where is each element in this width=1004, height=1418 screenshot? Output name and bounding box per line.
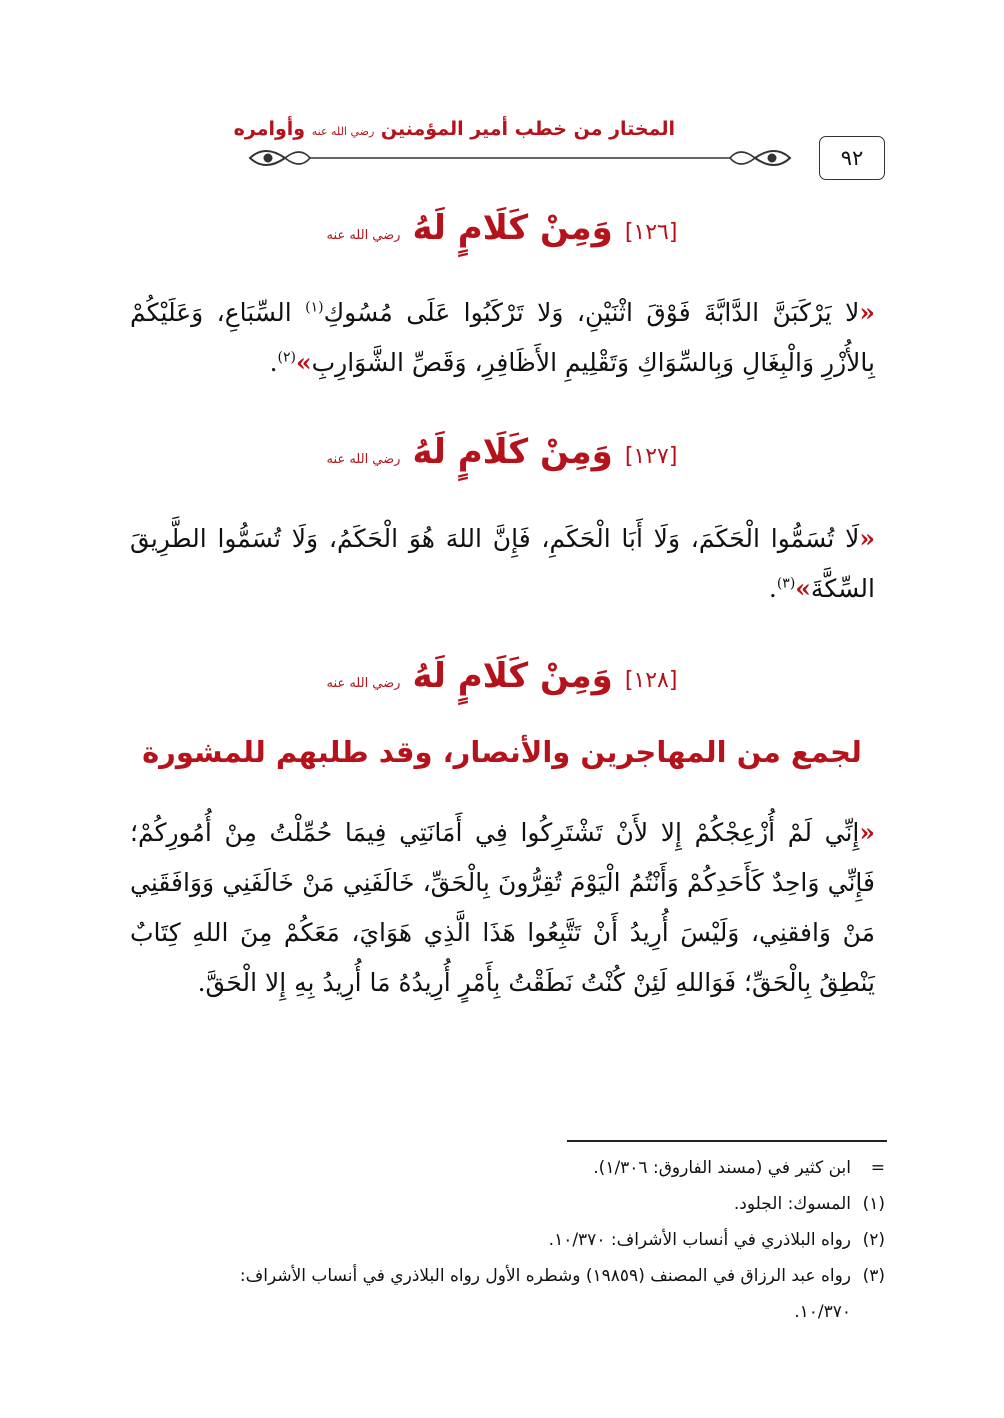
header-tribute: رضي الله عنه [311, 125, 375, 138]
footnote-ref[interactable]: (٢) [277, 349, 296, 366]
section-heading-128 [0, 656, 1004, 696]
section-tribute: رضي الله عنه [326, 228, 401, 243]
footnote-text: رواه البلاذري في أنساب الأشراف: ١٠/٣٧٠. [548, 1230, 851, 1250]
section-heading-127 [0, 432, 1004, 472]
quote-close: » [795, 574, 811, 603]
footnote-text: ابن كثير في (مسند الفاروق: ١/٣٠٦). [593, 1158, 851, 1178]
footnote-continuation: ١٠/٣٧٠. [794, 1302, 851, 1322]
section-title: وَمِنْ كَلَامٍ لَهُ [412, 208, 613, 248]
paragraph-text: لَا تُسَمُّوا الْحَكَمَ، وَلَا أَبَا الْحَكَمِ، فَإِنَّ اللهَ هُوَ الْحَكَمُ، وَلَا تُسَمُّوا الطَّرِيقَ السِّكَّةَ [130, 524, 875, 603]
paragraph-128 [130, 808, 875, 1008]
footnote-item [130, 1150, 885, 1186]
section-number: [١٢٧] [624, 444, 678, 469]
footnote-mark: (٢) [862, 1230, 885, 1250]
footnote-divider [567, 1140, 887, 1142]
page-number: ٩٢ [819, 136, 885, 180]
section-subheading: لجمع من المهاجرين والأنصار، وقد طلبهم للمشورة [142, 735, 862, 769]
section-number: [١٢٨] [624, 668, 678, 693]
footnote-mark: = [870, 1158, 885, 1178]
running-header [140, 118, 885, 188]
footnote-item [130, 1186, 885, 1222]
paragraph-text: السِّبَاعِ، وَعَلَيْكُمْ بِالأُزْرِ وَالْبِغَالِ وَبِالسِّوَاكِ وَتَقْلِيمِ الأَظَافِرِ، وَقَصِّ الشَّوَارِبِ [130, 298, 875, 377]
paragraph-end: . [768, 574, 777, 603]
header-title-end: وأوامره [233, 118, 306, 140]
quote-open: « [859, 524, 875, 553]
header-ornament-icon [240, 138, 800, 178]
section-title: وَمِنْ كَلَامٍ لَهُ [412, 656, 613, 696]
footnote-ref[interactable]: (١) [305, 299, 324, 316]
section-title: وَمِنْ كَلَامٍ لَهُ [412, 432, 613, 472]
paragraph-end: . [269, 348, 278, 377]
quote-close: » [296, 348, 312, 377]
footnote-text: رواه عبد الرزاق في المصنف (١٩٨٥٩) وشطره الأول رواه البلاذري في أنساب الأشراف: [239, 1266, 851, 1286]
section-number: [١٢٦] [624, 220, 678, 245]
section-tribute: رضي الله عنه [326, 676, 401, 691]
quote-open: « [859, 818, 875, 847]
paragraph-127 [130, 514, 875, 614]
footnotes [130, 1150, 885, 1330]
header-title-text: المختار من خطب أمير المؤمنين [380, 118, 675, 140]
footnote-mark: (١) [862, 1194, 885, 1214]
footnote-text: المسوك: الجلود. [733, 1194, 851, 1214]
paragraph-126 [130, 288, 875, 388]
footnote-item [130, 1222, 885, 1258]
footnote-mark: (٣) [862, 1266, 885, 1286]
paragraph-text: إِنِّي لَمْ أُزْعِجْكُمْ إِلا لأَنْ تَشْتَرِكُوا فِي أَمَانَتِي فِيمَا حُمِّلْتُ مِنْ أُمُورِكُمْ؛ فَإِنِّي وَاحِدٌ كَأَحَدِكُمْ وَأَنْتُمُ الْيَوْمَ تُقِرُّونَ بِالْحَقِّ، خَالَفَنِي مَنْ خَالَفَنِي وَوَافَقَنِي مَنْ وَافقنِي، وَلَيْسَ أُرِيدُ أَنْ تَتَّبِعُوا هَذَا الَّذِي هَوَايَ، مَعَكُمْ مِنَ اللهِ كِتَابٌ يَنْطِقُ بِالْحَقِّ؛ فَوَاللهِ لَئِنْ كُنْتُ نَطَقْتُ بِأَمْرٍ أُرِيدُهُ مَا أُرِيدُ بِهِ إِلا الْحَقَّ. [130, 818, 875, 997]
section-heading-126 [0, 208, 1004, 248]
footnote-item [130, 1258, 885, 1330]
quote-open: « [859, 298, 875, 327]
section-tribute: رضي الله عنه [326, 452, 401, 467]
paragraph-text: لا يَرْكَبَنَّ الدَّابَّةَ فَوْقَ اثْنَيْنِ، وَلا تَرْكَبُوا عَلَى مُسُوكِ [323, 298, 860, 327]
footnote-ref[interactable]: (٣) [776, 575, 796, 592]
header-title [234, 118, 675, 140]
